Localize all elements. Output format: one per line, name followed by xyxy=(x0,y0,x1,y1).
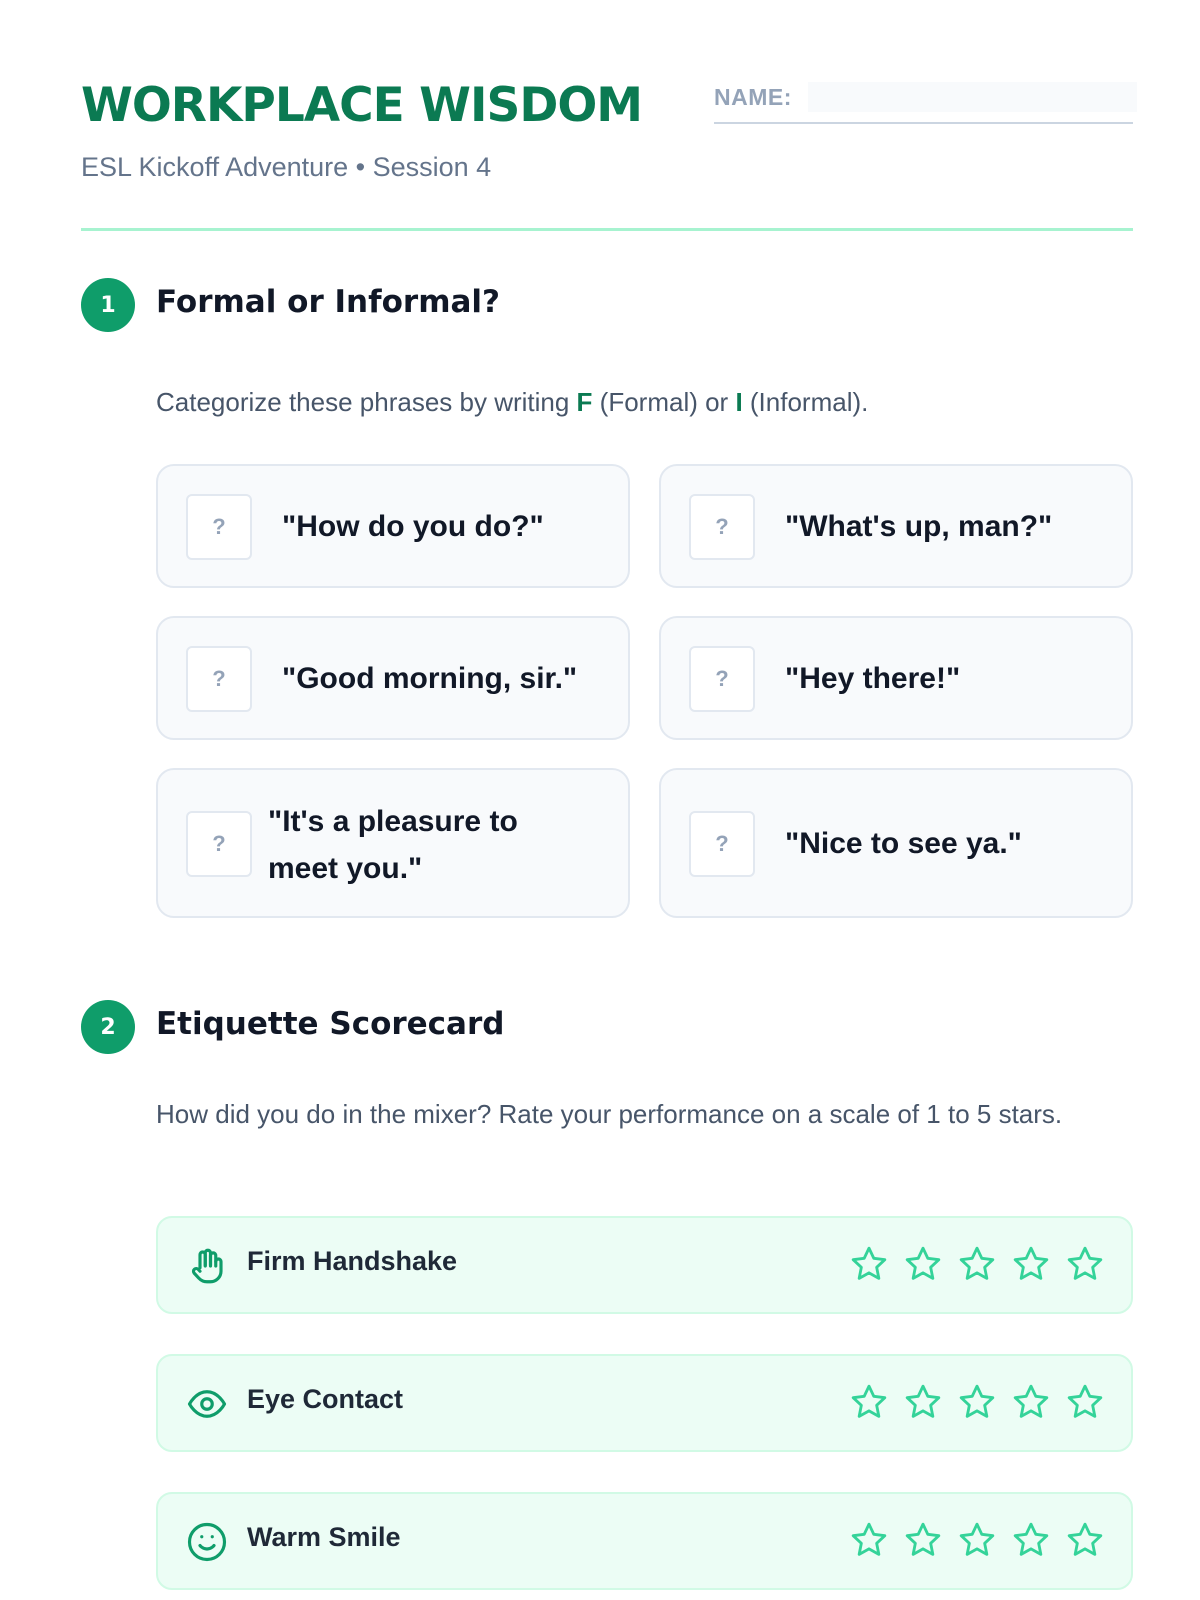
section-number-badge: 1 xyxy=(81,278,135,332)
star-rating xyxy=(849,1520,1105,1564)
star-icon[interactable] xyxy=(903,1382,943,1422)
star-icon[interactable] xyxy=(849,1244,889,1284)
answer-box[interactable]: ? xyxy=(186,494,252,560)
section-1-instructions xyxy=(156,382,1076,422)
scorecard-label: Warm Smile xyxy=(247,1522,401,1552)
section-2-instructions: How did you do in the mixer? Rate your performance on a scale of 1 to 5 stars. xyxy=(156,1099,1063,1129)
scorecard-row xyxy=(156,1354,1133,1452)
section-number-badge: 2 xyxy=(81,1000,135,1054)
phrase-text: "How do you do?" xyxy=(282,510,544,543)
star-icon[interactable] xyxy=(849,1520,889,1560)
instruction-text: (Formal) or xyxy=(592,387,736,417)
star-icon[interactable] xyxy=(1065,1382,1105,1422)
smile-icon xyxy=(186,1521,228,1563)
phrase-text: "Nice to see ya." xyxy=(785,827,1022,860)
phrase-text: "It's a pleasure to meet you." xyxy=(268,805,518,885)
star-icon[interactable] xyxy=(1065,1520,1105,1560)
star-icon[interactable] xyxy=(849,1382,889,1422)
answer-box[interactable]: ? xyxy=(689,494,755,560)
phrase-card xyxy=(659,616,1133,740)
phrase-card xyxy=(156,768,630,918)
scorecard-label: Eye Contact xyxy=(247,1384,404,1414)
scorecard-row xyxy=(156,1492,1133,1590)
header-divider xyxy=(81,228,1133,231)
star-icon[interactable] xyxy=(1065,1244,1105,1284)
star-icon[interactable] xyxy=(903,1244,943,1284)
phrase-card xyxy=(156,616,630,740)
star-rating xyxy=(849,1244,1105,1288)
section-title: Etiquette Scorecard xyxy=(156,1006,505,1042)
star-icon[interactable] xyxy=(957,1520,997,1560)
answer-box[interactable]: ? xyxy=(186,646,252,712)
scorecard-row xyxy=(156,1216,1133,1314)
answer-box[interactable]: ? xyxy=(689,646,755,712)
phrase-card xyxy=(659,464,1133,588)
star-icon[interactable] xyxy=(1011,1520,1051,1560)
name-label: NAME: xyxy=(714,84,792,110)
worksheet-header xyxy=(81,78,1133,230)
page-title: WORKPLACE WISDOM xyxy=(81,78,643,133)
answer-box[interactable]: ? xyxy=(186,811,252,877)
section-title: Formal or Informal? xyxy=(156,284,501,320)
star-icon[interactable] xyxy=(957,1244,997,1284)
informal-key: I xyxy=(735,387,743,417)
formal-key: F xyxy=(576,387,593,417)
page-subtitle: ESL Kickoff Adventure • Session 4 xyxy=(81,152,492,182)
section-1-heading xyxy=(81,278,1133,334)
star-icon[interactable] xyxy=(1011,1382,1051,1422)
name-field-group xyxy=(714,82,1133,124)
eye-icon xyxy=(186,1383,228,1425)
instruction-text: (Informal). xyxy=(742,387,869,417)
phrase-card xyxy=(659,768,1133,918)
scorecard-label: Firm Handshake xyxy=(247,1246,458,1276)
section-2-heading xyxy=(81,1000,1133,1056)
star-icon[interactable] xyxy=(957,1382,997,1422)
star-icon[interactable] xyxy=(903,1520,943,1560)
star-icon[interactable] xyxy=(1011,1244,1051,1284)
name-input[interactable] xyxy=(808,82,1137,112)
phrase-text: "What's up, man?" xyxy=(785,510,1053,543)
star-rating xyxy=(849,1382,1105,1426)
phrase-card xyxy=(156,464,630,588)
hand-icon xyxy=(186,1245,228,1287)
phrase-text: "Hey there!" xyxy=(785,662,961,695)
phrase-text: "Good morning, sir." xyxy=(282,662,578,695)
instruction-text: Categorize these phrases by writing xyxy=(156,387,577,417)
answer-box[interactable]: ? xyxy=(689,811,755,877)
